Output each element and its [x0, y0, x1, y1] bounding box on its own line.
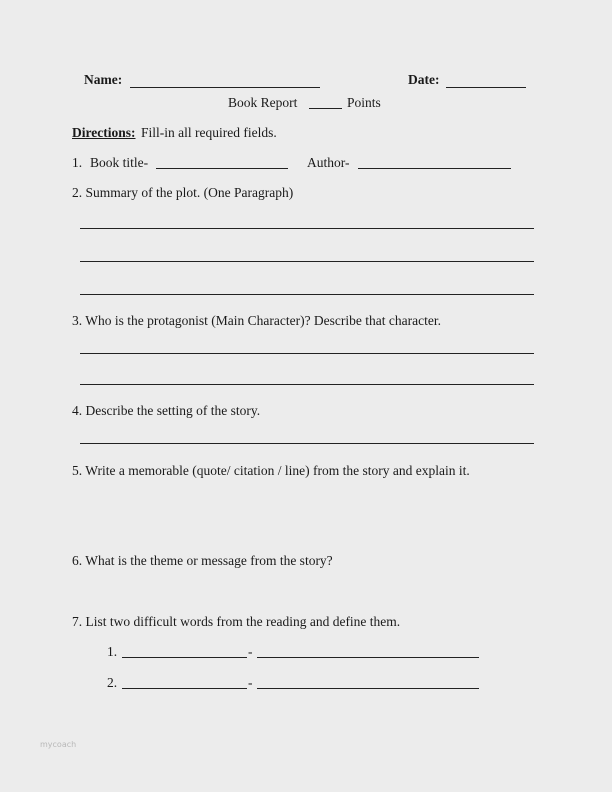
book-title-field[interactable] — [156, 168, 288, 169]
q2-text: 2. Summary of the plot. (One Paragraph) — [72, 185, 294, 200]
q3-answer-line-1[interactable] — [80, 353, 534, 354]
q1-number: 1. — [72, 155, 83, 170]
date-label: Date: — [408, 72, 440, 87]
q5-text: 5. Write a memorable (quote/ citation / line) from the story and explain it. — [72, 463, 470, 478]
directions-text: Fill-in all required fields. — [141, 125, 277, 140]
watermark: mycoach — [40, 740, 77, 749]
date-field[interactable] — [446, 87, 526, 88]
q4-text: 4. Describe the setting of the story. — [72, 403, 261, 418]
report-title-prefix: Book Report — [228, 95, 298, 110]
q7-item-2-dash: - — [248, 675, 253, 690]
author-label: Author- — [307, 155, 350, 170]
q2-answer-line-3[interactable] — [80, 294, 534, 295]
name-field[interactable] — [130, 87, 320, 88]
q2-answer-line-1[interactable] — [80, 228, 534, 229]
q3-answer-line-2[interactable] — [80, 384, 534, 385]
q4-answer-line-1[interactable] — [80, 443, 534, 444]
name-label: Name: — [84, 72, 123, 87]
q6-text: 6. What is the theme or message from the story? — [72, 553, 333, 568]
author-field[interactable] — [358, 168, 511, 169]
book-title-label: Book title- — [90, 155, 149, 170]
q7-item-1-number: 1. — [107, 644, 118, 659]
points-field[interactable] — [309, 108, 342, 109]
directions-label: Directions: — [72, 125, 136, 140]
q7-word-1-field[interactable] — [122, 657, 247, 658]
q7-definition-2-field[interactable] — [257, 688, 479, 689]
q7-item-1-dash: - — [248, 644, 253, 659]
q2-answer-line-2[interactable] — [80, 261, 534, 262]
q7-item-2-number: 2. — [107, 675, 118, 690]
q7-word-2-field[interactable] — [122, 688, 247, 689]
q7-definition-1-field[interactable] — [257, 657, 479, 658]
q3-text: 3. Who is the protagonist (Main Character)? Describe that character. — [72, 313, 441, 328]
report-title-suffix: Points — [347, 95, 381, 110]
q7-text: 7. List two difficult words from the reading and define them. — [72, 614, 401, 629]
